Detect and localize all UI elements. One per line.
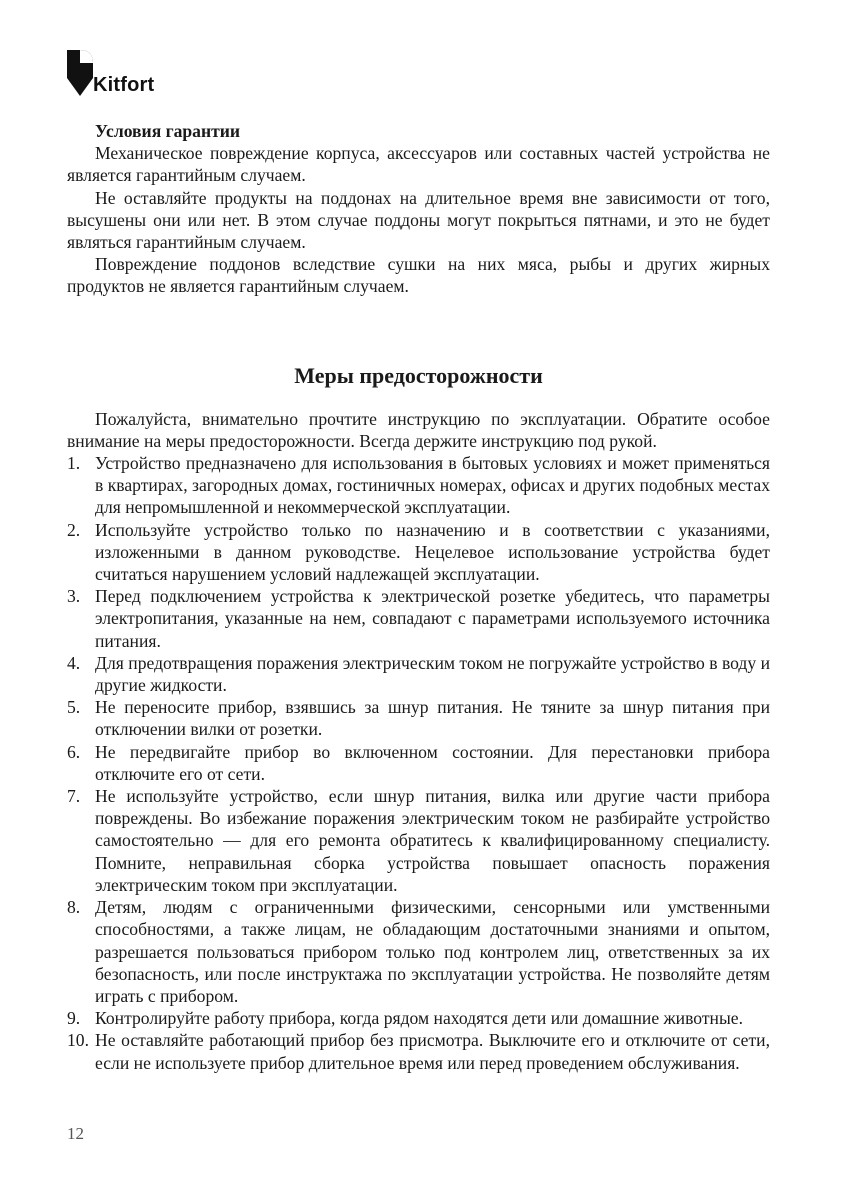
list-item-text: Устройство предназначено для использования в бытовых условиях и может применяться в квартирах, загородных домах, гостиничных номерах, офисах и других подобных местах для непромышленной и некоммерческой эксплуатации.	[95, 453, 770, 518]
page-content	[67, 120, 770, 1074]
list-item-number: 7.	[67, 786, 81, 807]
list-item	[67, 785, 770, 896]
list-item	[67, 1007, 770, 1029]
list-item-text: Детям, людям с ограниченными физическими, сенсорными или умственными способностями, а также лицам, не обладающим достаточными знаниями и опытом, разрешается пользоваться прибором только под контролем лиц, ответственных за их безопасность, или после инструктажа по эксплуатации устройства. Не позволяйте детям играть с прибором.	[95, 897, 770, 1006]
kitfort-logo-icon	[67, 50, 93, 98]
list-item-text: Не переносите прибор, взявшись за шнур питания. Не тяните за шнур питания при отключении вилки от розетки.	[95, 697, 770, 740]
list-item	[67, 452, 770, 519]
list-item	[67, 741, 770, 785]
warranty-paragraph: Механическое повреждение корпуса, аксессуаров или составных частей устройства не является гарантийным случаем.	[67, 143, 770, 186]
list-item-text: Перед подключением устройства к электрической розетке убедитесь, что параметры электропитания, указанные на нем, совпадают с параметрами используемого источника питания.	[95, 586, 770, 651]
warranty-paragraph: Повреждение поддонов вследствие сушки на них мяса, рыбы и других жирных продуктов не является гарантийным случаем.	[67, 254, 770, 297]
precautions-intro: Пожалуйста, внимательно прочтите инструкцию по эксплуатации. Обратите особое внимание на меры предосторожности. Всегда держите инструкцию под рукой.	[67, 408, 770, 451]
list-item-text: Контролируйте работу прибора, когда рядом находятся дети или домашние животные.	[95, 1008, 743, 1029]
warranty-paragraph: Не оставляйте продукты на поддонах на длительное время вне зависимости от того, высушены они или нет. В этом случае поддоны могут покрыться пятнами, и это не будет являться гарантийным случаем.	[67, 187, 770, 253]
list-item-text: Не передвигайте прибор во включенном состоянии. Для перестановки прибора отключите его от сети.	[95, 741, 770, 784]
list-item-number: 10.	[67, 1030, 89, 1051]
list-item-text: Не используйте устройство, если шнур питания, вилка или другие части прибора повреждены. Во избежание поражения электрическим током не разбирайте устройство самостоятельно — для его ремонта обратитесь к квалифицированному специалисту. Помните, неправильная сборка устройства повышает опасность поражения электрическим током при эксплуатации.	[95, 786, 770, 895]
section-title: Меры предосторожности	[294, 362, 543, 388]
list-item	[67, 585, 770, 652]
list-item-number: 4.	[67, 652, 81, 673]
list-item	[67, 696, 770, 740]
warranty-title: Условия гарантии	[95, 121, 241, 141]
logo-text: Kitfort	[93, 74, 155, 96]
list-item-number: 1.	[67, 453, 81, 474]
page-number: 12	[67, 1124, 84, 1143]
list-item-number: 6.	[67, 741, 81, 762]
list-item	[67, 652, 770, 696]
list-item-number: 8.	[67, 897, 81, 918]
list-item	[67, 896, 770, 1007]
list-item	[67, 1029, 770, 1073]
precautions-list	[67, 452, 770, 1074]
kitfort-logo	[67, 50, 177, 98]
list-item-number: 2.	[67, 519, 81, 540]
list-item-number: 3.	[67, 586, 81, 607]
list-item-number: 9.	[67, 1008, 81, 1029]
list-item	[67, 519, 770, 586]
list-item-text: Не оставляйте работающий прибор без присмотра. Выключите его и отключите от сети, если не используете прибор длительное время или перед проведением обслуживания.	[95, 1030, 770, 1073]
list-item-text: Используйте устройство только по назначению и в соответствии с указаниями, изложенными в данном руководстве. Нецелевое использование устройства будет считаться нарушением условий надлежащей эксплуатации.	[95, 519, 770, 585]
list-item-text: Для предотвращения поражения электрическим током не погружайте устройство в воду и другие жидкости.	[95, 652, 770, 696]
list-item-number: 5.	[67, 697, 81, 718]
